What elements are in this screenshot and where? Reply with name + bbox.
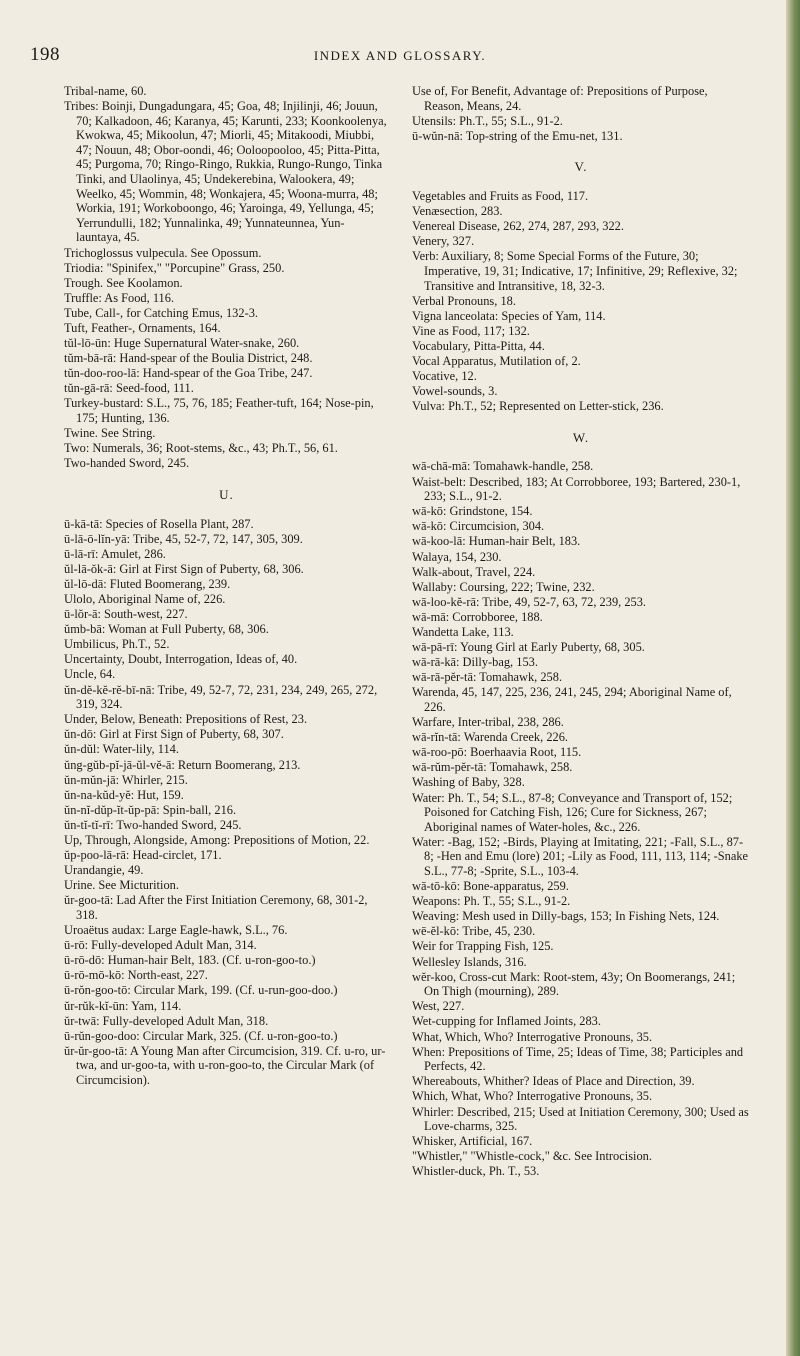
index-entry: Tube, Call-, for Catching Emus, 132-3.	[64, 305, 258, 320]
index-entry: Vine as Food, 117; 132.	[412, 323, 530, 338]
index-entry: ŭn-dō: Girl at First Sign of Puberty, 68, 307.	[64, 727, 284, 742]
index-entry: ū-rō-dō: Human-hair Belt, 183. (Cf. u-ron-goo-to.)	[64, 953, 316, 968]
index-entry: Vowel-sounds, 3.	[412, 384, 498, 399]
index-entry: Whisker, Artificial, 167.	[412, 1134, 533, 1149]
index-entry: wā-rŭm-pĕr-tā: Tomahawk, 258.	[412, 760, 573, 775]
index-entry: ū-rŭn-goo-doo: Circular Mark, 325. (Cf. u-ron-goo-to.)	[64, 1028, 338, 1043]
index-entry: Umbilicus, Ph.T., 52.	[64, 637, 170, 652]
index-entry: ŭp-poo-lā-rā: Head-circlet, 171.	[64, 848, 222, 863]
index-entry: Weapons: Ph. T., 55; S.L., 91-2.	[412, 894, 571, 909]
index-entry: Whirler: Described, 215; Used at Initiation Ceremony, 300; Used as Love-charms, 325.	[412, 1104, 749, 1134]
index-entry: Verb: Auxiliary, 8; Some Special Forms of the Future, 30; Imperative, 19, 31; Indicative, 17; Infinitive, 29; Reflexive, 32; Transitive and Intransitive, 18, 32-3.	[412, 249, 738, 293]
index-entry: wā-mā: Corrobboree, 188.	[412, 609, 543, 624]
index-entry: Turkey-bustard: S.L., 75, 76, 185; Feather-tuft, 164; Nose-pin, 175; Hunting, 136.	[64, 396, 374, 426]
section-heading-u: U.	[219, 486, 234, 502]
index-entry: What, Which, Who? Interrogative Pronouns, 35.	[412, 1029, 653, 1044]
index-entry: Whistler-duck, Ph. T., 53.	[412, 1164, 540, 1179]
index-entry: Tribes: Boinji, Dungadungara, 45; Goa, 48; Injilinji, 46; Jouun, 70; Kalkadoon, 46; Karanya, 45; Karunti, 233; Koonkoolenya, Kwokwa, 45; Mikoolun, 47; Miorli, 45; Mitakoodi, Miubbi, 47; Nouun, 48; Obor-oondi, 46; Ooloopooloo, 45; Pitta-Pitta, 45; Purgoma, 70; Ringo-Ringo, Rukkia, Rungo-Rungo, Tinka Tinki, and Ulaolinya, 45; Undekerebina, Walookera, 49; Weelko, 45; Wommin, 48; Wonkajera, 45; Woona-murra, 48; Workia, 191; Workoboongo, 46; Yaroinga, 49, Yellunga, 45; Yerrundulli, 182; Yunnalinka, 49; Yunnateunnea, Yun-launtaya, 45.	[64, 99, 387, 245]
index-entry: Walk-about, Travel, 224.	[412, 564, 536, 579]
index-entry: wā-koo-lā: Human-hair Belt, 183.	[412, 534, 581, 549]
index-entry: ū-lā-rī: Amulet, 286.	[64, 546, 166, 561]
right-column	[412, 84, 750, 1179]
index-entry: Verbal Pronouns, 18.	[412, 293, 516, 308]
index-entry: Uncertainty, Doubt, Interrogation, Ideas of, 40.	[64, 652, 298, 667]
section-heading-v: V.	[574, 159, 588, 175]
index-entry: tŭl-lō-ūn: Huge Supernatural Water-snake, 260.	[64, 336, 300, 351]
index-entry: wā-loo-kĕ-rā: Tribe, 49, 52-7, 63, 72, 239, 253.	[412, 594, 647, 609]
index-entry: Under, Below, Beneath: Prepositions of Rest, 23.	[64, 712, 308, 727]
index-entry: Vulva: Ph.T., 52; Represented on Letter-stick, 236.	[412, 399, 664, 414]
section-heading-w: W.	[572, 429, 590, 445]
index-entry: Utensils: Ph.T., 55; S.L., 91-2.	[412, 113, 563, 128]
index-entry: Uroaëtus audax: Large Eagle-hawk, S.L., 76.	[64, 923, 288, 938]
index-entry: ŭr-goo-tā: Lad After the First Initiation Ceremony, 68, 301-2, 318.	[64, 893, 368, 922]
index-entry: Uncle, 64.	[64, 667, 116, 682]
index-entry: Tribal-name, 60.	[64, 84, 147, 98]
index-entry: ū-kā-tā: Species of Rosella Plant, 287.	[64, 516, 254, 531]
index-entry: Wellesley Islands, 316.	[412, 954, 527, 969]
index-entry: Urandangie, 49.	[64, 863, 144, 878]
index-entry: wā-chā-mā: Tomahawk-handle, 258.	[412, 459, 594, 474]
index-entry: wā-tō-kō: Bone-apparatus, 259.	[412, 879, 569, 894]
index-entry: wā-roo-pō: Boerhaavia Root, 115.	[412, 745, 582, 760]
index-entry: Use of, For Benefit, Advantage of: Prepositions of Purpose, Reason, Means, 24.	[412, 84, 708, 113]
index-entry: Weaving: Mesh used in Dilly-bags, 153; In Fishing Nets, 124.	[412, 909, 720, 924]
index-entry: wā-pā-rī: Young Girl at Early Puberty, 68, 305.	[412, 640, 645, 655]
index-entry: wā-kō: Grindstone, 154.	[412, 504, 533, 519]
index-entry: tŭn-doo-roo-lā: Hand-spear of the Goa Tribe, 247.	[64, 366, 313, 381]
index-entry: wē-ĕl-kō: Tribe, 45, 230.	[412, 924, 536, 939]
running-head: INDEX AND GLOSSARY.	[313, 48, 487, 63]
index-entry: Truffle: As Food, 116.	[64, 290, 175, 305]
page-number: 198	[30, 44, 60, 65]
index-entry: Triodia: "Spinifex," "Porcupine" Grass, 250.	[64, 260, 285, 275]
index-entry: Venereal Disease, 262, 274, 287, 293, 322.	[412, 219, 624, 234]
index-entry: ŭr-ŭr-goo-tā: A Young Man after Circumcision, 319. Cf. u-ro, ur-twa, and ur-goo-ta, with u-ron-goo-to, the Circular Mark (of Circumcision).	[64, 1043, 386, 1087]
index-entry: ŭn-na-kŭd-yĕ: Hut, 159.	[64, 787, 184, 802]
index-entry: ŭn-nĭ-dŭp-ĭt-ŭp-pā: Spin-ball, 216.	[64, 802, 237, 817]
index-entry: ŭl-lā-ŏk-ā: Girl at First Sign of Puberty, 68, 306.	[64, 561, 304, 576]
index-entry: Ulolo, Aboriginal Name of, 226.	[64, 592, 226, 606]
index-entry: Wet-cupping for Inflamed Joints, 283.	[412, 1014, 601, 1029]
index-entry: ū-rŏn-goo-tō: Circular Mark, 199. (Cf. u-run-goo-doo.)	[64, 983, 338, 998]
index-entry: Vocative, 12.	[412, 369, 477, 384]
index-entry: Vegetables and Fruits as Food, 117.	[412, 188, 589, 203]
index-entry: Whereabouts, Whither? Ideas of Place and Direction, 39.	[412, 1074, 695, 1089]
index-entry: ŭng-gŭb-pĭ-jā-ŭl-vĕ-ā: Return Boomerang, 213.	[64, 757, 301, 772]
index-entry: Weir for Trapping Fish, 125.	[412, 939, 554, 954]
index-entry: ŭn-mŭn-jā: Whirler, 215.	[64, 772, 188, 787]
index-entry: ŭr-twā: Fully-developed Adult Man, 318.	[64, 1013, 269, 1028]
index-entry: Vocabulary, Pitta-Pitta, 44.	[412, 338, 545, 353]
index-entry: Wallaby: Coursing, 222; Twine, 232.	[412, 579, 595, 594]
index-entry: wā-rā-kā: Dilly-bag, 153.	[412, 655, 538, 670]
index-entry: Water: Ph. T., 54; S.L., 87-8; Conveyance and Transport of, 152; Poisoned for Catching Fish, 126; Cure for Sickness, 267; Aboriginal names of Water-holes, &c., 226.	[412, 790, 733, 834]
index-entry: Water: -Bag, 152; -Birds, Playing at Imitating, 221; -Fall, S.L., 87-8; -Hen and Emu (lore) 201; -Lily as Food, 111, 113, 114; -Snake S.L., 77-8; -Sprite, S.L., 103-4.	[412, 834, 749, 878]
index-entry: Tuft, Feather-, Ornaments, 164.	[64, 321, 221, 335]
index-entry: tŭm-bā-rā: Hand-spear of the Boulia District, 248.	[64, 351, 313, 366]
index-entry: Warenda, 45, 147, 225, 236, 241, 245, 294; Aboriginal Name of, 226.	[412, 685, 732, 714]
index-entry: ū-wŭn-nā: Top-string of the Emu-net, 131.	[412, 128, 623, 143]
index-entry: Waist-belt: Described, 183; At Corrobboree, 193; Bartered, 230-1, 233; S.L., 91-2.	[412, 474, 741, 504]
index-entry: ū-rō-mō-kō: North-east, 227.	[64, 968, 208, 983]
left-column	[64, 84, 389, 1088]
index-entry: Vocal Apparatus, Mutilation of, 2.	[412, 354, 581, 368]
index-entry: Two: Numerals, 36; Root-stems, &c., 43; Ph.T., 56, 61.	[64, 441, 338, 456]
index-entry: Warfare, Inter-tribal, 238, 286.	[412, 715, 564, 730]
index-entry: wĕr-koo, Cross-cut Mark: Root-stem, 43y; On Boomerangs, 241; On Thigh (mourning), 289.	[412, 969, 736, 999]
index-entry: Washing of Baby, 328.	[412, 775, 525, 790]
entries-u-list	[64, 517, 389, 1088]
index-entry: Up, Through, Alongside, Among: Prepositions of Motion, 22.	[64, 833, 370, 847]
index-entry: Venery, 327.	[412, 234, 475, 249]
index-entry: Trichoglossus vulpecula. See Opossum.	[64, 245, 262, 260]
index-entry: ŭmb-bā: Woman at Full Puberty, 68, 306.	[64, 622, 269, 637]
index-entry: Urine. See Micturition.	[64, 878, 179, 893]
index-entry: wā-rĭn-tā: Warenda Creek, 226.	[412, 730, 569, 745]
entries-v-list	[412, 189, 750, 414]
index-entry: Two-handed Sword, 245.	[64, 456, 190, 471]
index-entry: Walaya, 154, 230.	[412, 549, 502, 564]
index-entry: Trough. See Koolamon.	[64, 275, 183, 290]
index-entry: wā-rā-pĕr-tā: Tomahawk, 258.	[412, 670, 563, 685]
index-entry: wā-kō: Circumcision, 304.	[412, 519, 545, 534]
page-edge	[786, 0, 800, 1356]
index-entry: ū-rō: Fully-developed Adult Man, 314.	[64, 938, 257, 953]
index-entry: ū-lŏr-ā: South-west, 227.	[64, 607, 188, 622]
index-entry: Which, What, Who? Interrogative Pronouns, 35.	[412, 1089, 653, 1104]
entries-t-list	[64, 84, 389, 471]
index-entry: ŭl-lō-dā: Fluted Boomerang, 239.	[64, 576, 231, 591]
index-entry: Wandetta Lake, 113.	[412, 625, 514, 639]
index-entry: tŭn-gā-rā: Seed-food, 111.	[64, 381, 194, 396]
index-entry: ŭn-dĕ-kĕ-rĕ-bī-nā: Tribe, 49, 52-7, 72, 231, 234, 249, 265, 272, 319, 324.	[64, 682, 378, 712]
index-entry: "Whistler," "Whistle-cock," &c. See Introcision.	[412, 1149, 652, 1164]
index-entry: ū-lā-ō-lĭn-yā: Tribe, 45, 52-7, 72, 147, 305, 309.	[64, 531, 303, 546]
index-entry: Twine. See String.	[64, 426, 156, 441]
entries-w-list	[412, 459, 750, 1179]
index-entry: ŭn-tĭ-tĭ-rī: Two-handed Sword, 245.	[64, 817, 242, 832]
index-entry: West, 227.	[412, 999, 465, 1014]
index-entry: Vigna lanceolata: Species of Yam, 114.	[412, 308, 606, 323]
index-entry: ŭr-rŭk-kĭ-ūn: Yam, 114.	[64, 998, 182, 1013]
index-entry: Venæsection, 283.	[412, 204, 503, 219]
index-entry: ŭn-dŭl: Water-lily, 114.	[64, 742, 179, 757]
entries-u-continued-list	[412, 84, 750, 143]
index-entry: When: Prepositions of Time, 25; Ideas of Time, 38; Participles and Perfects, 42.	[412, 1044, 744, 1074]
